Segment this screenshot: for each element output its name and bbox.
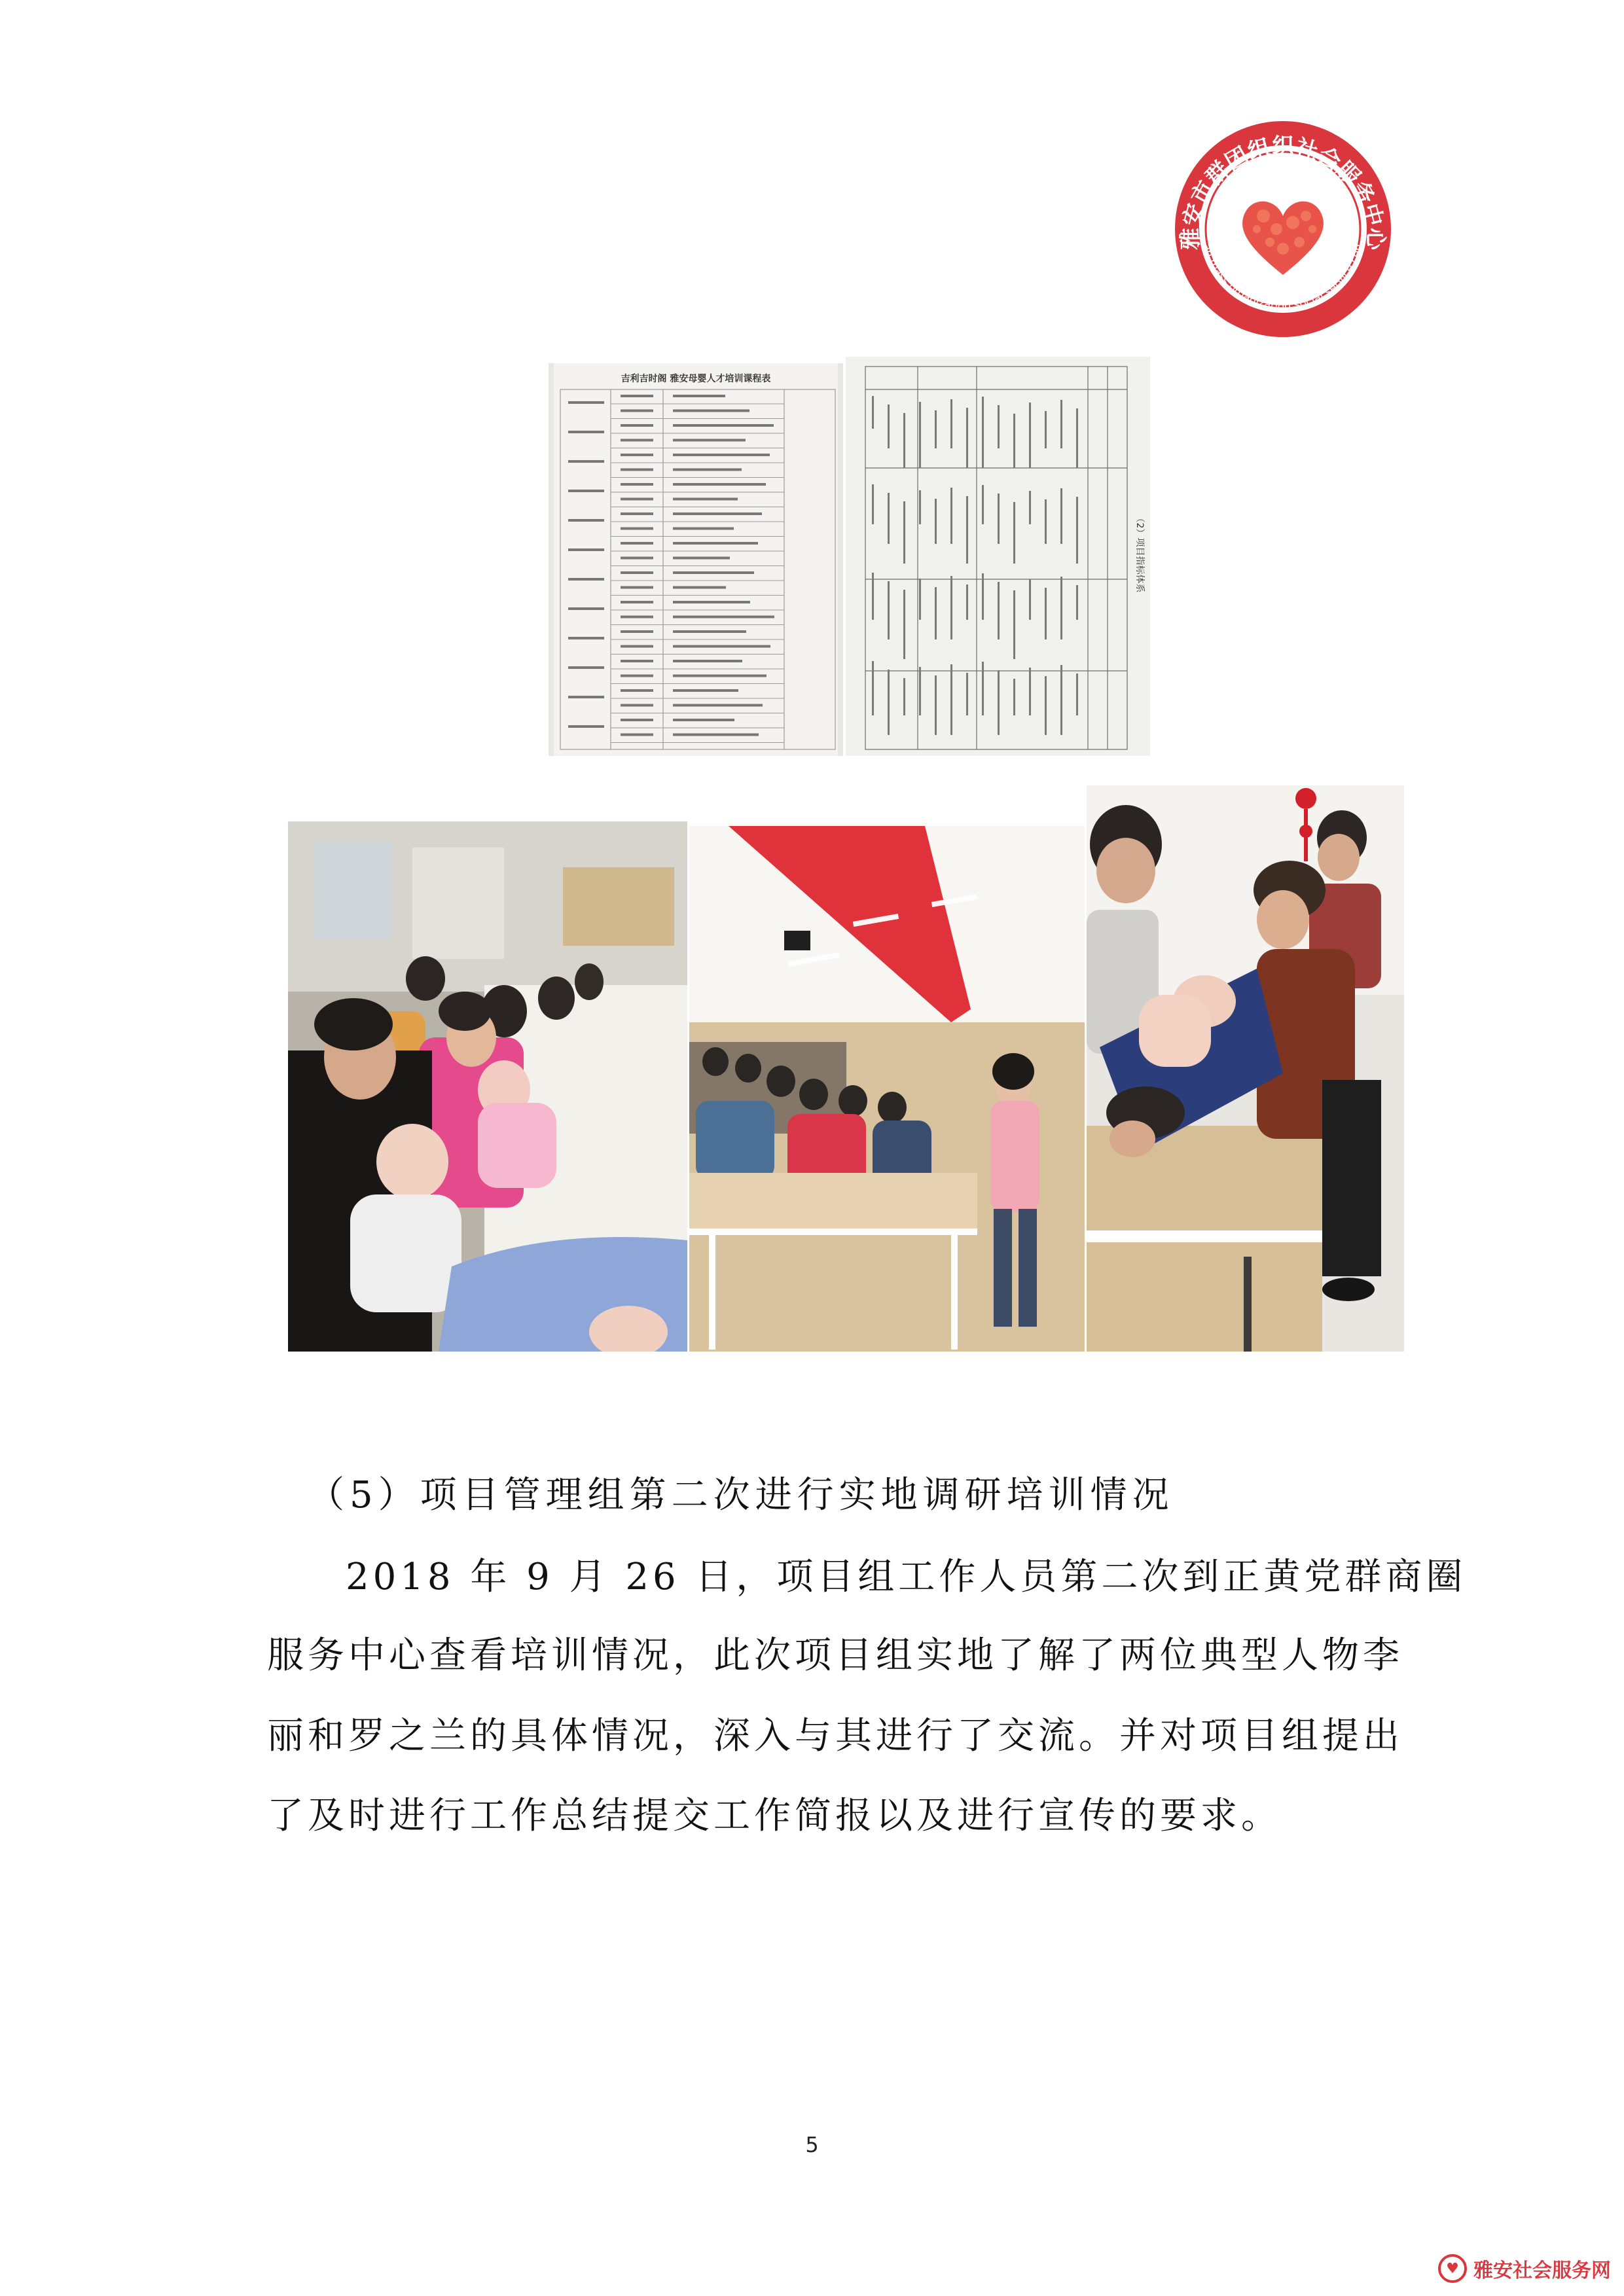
section-heading: （5）项目管理组第二次进行实地调研培训情况 — [308, 1474, 1174, 1516]
paragraph-line-3: 丽和罗之兰的具体情况，深入与其进行了交流。并对项目组提出 — [267, 1715, 1403, 1757]
training-schedule-photo — [549, 363, 843, 756]
paragraph-line-2: 服务中心查看培训情况，此次项目组实地了解了两位典型人物李 — [267, 1634, 1403, 1677]
paragraph-line-4: 了及时进行工作总结提交工作简报以及进行宣传的要求。 — [267, 1795, 1282, 1837]
logo-text: 雅安市群团组织社会服务中心 — [1177, 133, 1389, 250]
care-demonstration-photo — [1087, 785, 1404, 1352]
paragraph-line-1: 2018 年 9 月 26 日，项目组工作人员第二次到正黄党群商圈 — [346, 1556, 1467, 1598]
index-title: （2）项目指标体系 — [1134, 513, 1145, 593]
schedule-title: 吉利吉时阁 雅安母婴人才培训课程表 — [621, 374, 771, 384]
babycare-practice-photo — [288, 821, 687, 1352]
index-system-photo — [846, 357, 1150, 756]
heart-circle-icon: ♥ — [1438, 2254, 1467, 2283]
site-watermark[interactable] — [1438, 2249, 1611, 2288]
logo-subtext: an mass organization social service cen — [1199, 242, 1367, 313]
page-number: 5 — [805, 2132, 819, 2157]
organization-logo — [1172, 118, 1394, 340]
watermark-text: 雅安社会服务网 — [1473, 2259, 1611, 2282]
classroom-lecture-photo — [689, 826, 1085, 1352]
